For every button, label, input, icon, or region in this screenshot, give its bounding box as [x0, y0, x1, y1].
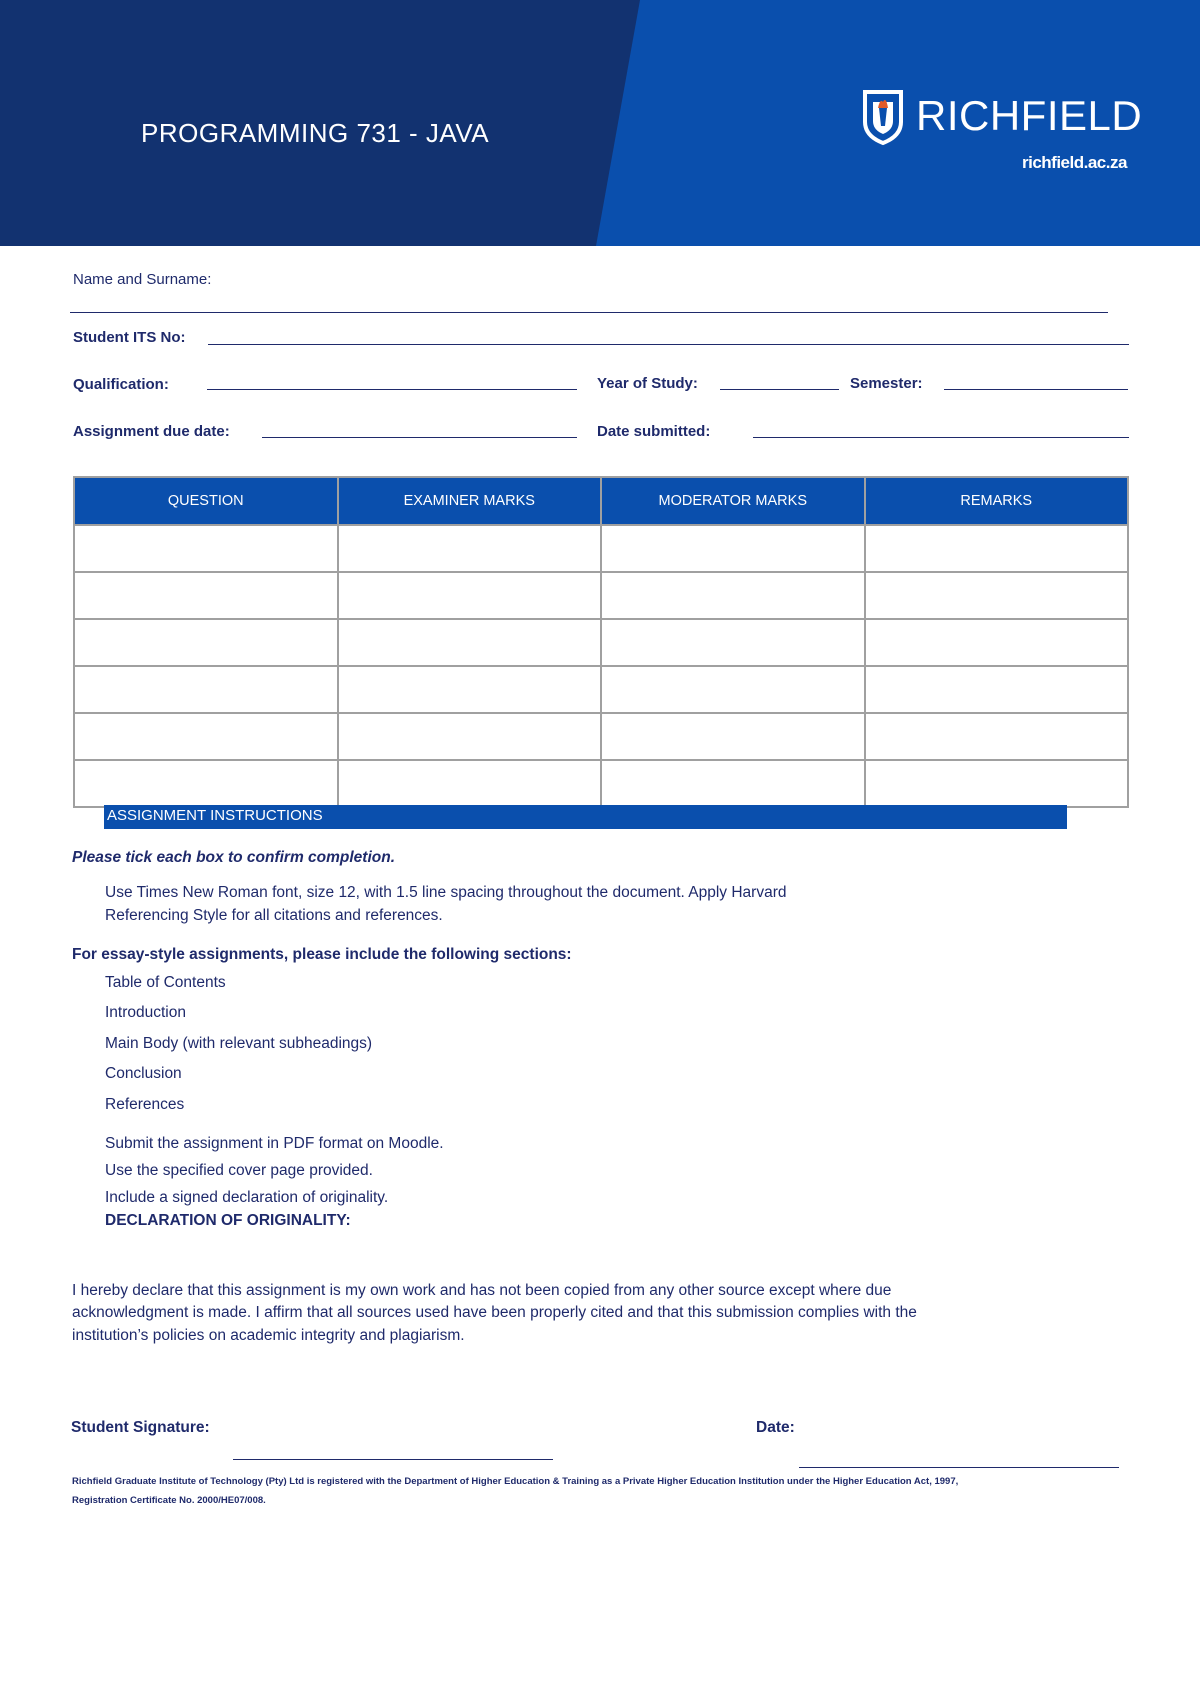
- table-cell[interactable]: [74, 666, 338, 713]
- table-cell[interactable]: [601, 525, 865, 572]
- marks-table-header: [74, 477, 1128, 525]
- student-signature-label: Student Signature:: [71, 1419, 210, 1436]
- table-cell[interactable]: [338, 713, 602, 760]
- page-title: PROGRAMMING 731 - JAVA: [141, 118, 490, 148]
- submit-instruction: Submit the assignment in PDF format on Moodle.: [105, 1135, 444, 1152]
- essay-heading: For essay-style assignments, please include the following sections:: [72, 946, 572, 963]
- cover-instruction: Use the specified cover page provided.: [105, 1162, 373, 1179]
- richfield-shield-icon: [862, 88, 904, 146]
- table-cell[interactable]: [601, 713, 865, 760]
- table-cell[interactable]: [74, 760, 338, 807]
- declaration-title: DECLARATION OF ORIGINALITY:: [105, 1212, 351, 1229]
- table-cell[interactable]: [865, 525, 1129, 572]
- table-cell[interactable]: [74, 619, 338, 666]
- table-row: [74, 666, 1128, 713]
- signature-date-field[interactable]: [799, 1467, 1119, 1468]
- list-item: Introduction: [105, 1004, 186, 1021]
- table-row: [74, 713, 1128, 760]
- declaration-line-2: acknowledgment is made. I affirm that all sources used have been properly cited and that this submission complies with the: [72, 1304, 917, 1321]
- table-cell[interactable]: [601, 760, 865, 807]
- format-line-2: Referencing Style for all citations and references.: [105, 907, 443, 924]
- table-cell[interactable]: [338, 619, 602, 666]
- submitted-field[interactable]: [753, 437, 1129, 438]
- student-signature-field[interactable]: [233, 1459, 553, 1460]
- student-no-field[interactable]: [208, 344, 1129, 345]
- declaration-line-3: institution’s policies on academic integrity and plagiarism.: [72, 1327, 465, 1344]
- declaration-instruction: Include a signed declaration of originality.: [105, 1189, 389, 1206]
- table-row: [74, 619, 1128, 666]
- table-cell[interactable]: [601, 619, 865, 666]
- list-item: Table of Contents: [105, 974, 226, 991]
- list-item: References: [105, 1096, 185, 1113]
- table-cell[interactable]: [74, 525, 338, 572]
- qualification-label: Qualification:: [73, 376, 169, 393]
- table-row: [74, 525, 1128, 572]
- table-cell[interactable]: [338, 525, 602, 572]
- table-cell[interactable]: [865, 572, 1129, 619]
- list-item: Conclusion: [105, 1065, 182, 1082]
- table-cell[interactable]: [338, 572, 602, 619]
- student-no-label: Student ITS No:: [73, 329, 186, 346]
- footer-line-2: Registration Certificate No. 2000/HE07/008.: [72, 1495, 266, 1506]
- name-label: Name and Surname:: [73, 271, 212, 288]
- due-date-field[interactable]: [262, 437, 577, 438]
- list-item: Main Body (with relevant subheadings): [105, 1035, 373, 1052]
- table-cell[interactable]: [338, 760, 602, 807]
- tick-note: Please tick each box to confirm completion.: [72, 849, 396, 866]
- table-row: [74, 760, 1128, 807]
- website-link[interactable]: richfield.ac.za: [1022, 153, 1127, 172]
- table-cell[interactable]: [74, 572, 338, 619]
- brand-logo-text: RICHFIELD: [916, 92, 1143, 139]
- due-date-label: Assignment due date:: [73, 423, 230, 440]
- semester-label: Semester:: [850, 375, 923, 392]
- question-header: QUESTION: [74, 477, 338, 525]
- table-cell[interactable]: [601, 666, 865, 713]
- table-cell[interactable]: [865, 713, 1129, 760]
- table-cell[interactable]: [865, 760, 1129, 807]
- table-cell[interactable]: [74, 713, 338, 760]
- remarks-header: REMARKS: [865, 477, 1129, 525]
- format-line-1: Use Times New Roman font, size 12, with 1.5 line spacing throughout the document. Apply Harvard: [105, 884, 787, 901]
- marks-table: [73, 476, 1129, 808]
- table-cell[interactable]: [865, 666, 1129, 713]
- year-field[interactable]: [720, 389, 839, 390]
- instructions-heading: ASSIGNMENT INSTRUCTIONS: [107, 807, 323, 824]
- semester-field[interactable]: [944, 389, 1128, 390]
- year-label: Year of Study:: [597, 375, 698, 392]
- moderator-marks-header: MODERATOR MARKS: [601, 477, 865, 525]
- table-cell[interactable]: [601, 572, 865, 619]
- qualification-field[interactable]: [207, 389, 577, 390]
- name-field[interactable]: [70, 312, 1108, 313]
- declaration-line-1: I hereby declare that this assignment is my own work and has not been copied from any other source except where due: [72, 1282, 892, 1299]
- table-cell[interactable]: [338, 666, 602, 713]
- signature-date-label: Date:: [756, 1419, 795, 1436]
- submitted-label: Date submitted:: [597, 423, 711, 440]
- examiner-marks-header: EXAMINER MARKS: [338, 477, 602, 525]
- footer-line-1: Richfield Graduate Institute of Technology (Pty) Ltd is registered with the Department of Higher Education & Training as a Private Higher Education Institution under the Higher Education Act, 1997,: [72, 1476, 959, 1487]
- table-cell[interactable]: [865, 619, 1129, 666]
- table-row: [74, 572, 1128, 619]
